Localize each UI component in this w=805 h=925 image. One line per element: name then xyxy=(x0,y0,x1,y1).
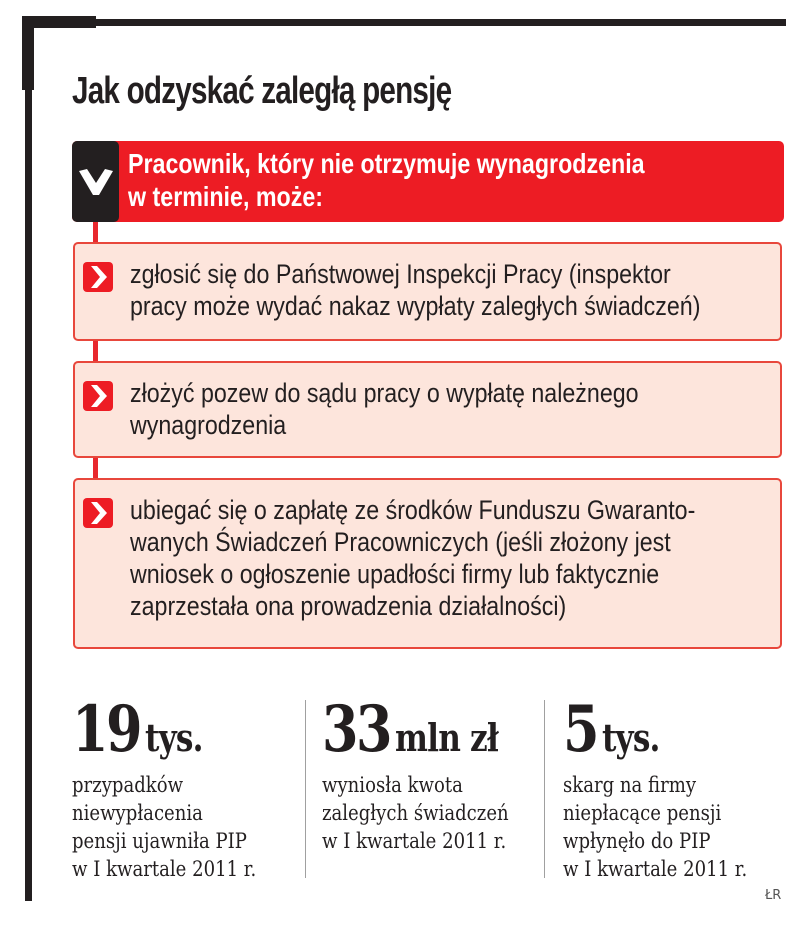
stat-block xyxy=(563,692,777,883)
stat-unit: mln zł xyxy=(395,715,499,760)
chevron-right-icon xyxy=(89,266,107,288)
banner-line: w terminie, może: xyxy=(128,181,323,212)
item-icon-box xyxy=(83,262,113,292)
item-line: wynagrodzenia xyxy=(130,410,287,440)
item-line: zaprzestała ona prowadzenia działalności) xyxy=(130,591,567,621)
stat-line: zaległych świadczeń xyxy=(322,801,509,825)
item-line: pracy może wydać nakaz wypłaty zaległych świadczeń) xyxy=(130,291,701,321)
frame-left-rule xyxy=(25,16,32,901)
author-credit: ŁR xyxy=(765,888,782,903)
item-line: złożyć pozew do sądu pracy o wypłatę należnego xyxy=(130,378,639,408)
stat-line: wpłynęło do PIP xyxy=(563,829,711,853)
stat-number: 5 xyxy=(563,692,598,767)
stat-line: wyniosła kwota xyxy=(322,773,463,797)
stat-description xyxy=(322,771,509,855)
item-line: zgłosić się do Państwowej Inspekcji Pracy (inspektor xyxy=(130,259,671,289)
item-line: wanych Świadczeń Pracowniczych (jeśli złożony jest xyxy=(130,527,671,557)
column-divider xyxy=(544,700,545,878)
stat-line: skarg na firmy xyxy=(563,773,697,797)
stat-block xyxy=(322,692,539,855)
chevron-down-icon xyxy=(79,169,113,195)
option-item xyxy=(73,478,782,649)
column-divider xyxy=(305,700,306,878)
stat-line: w I kwartale 2011 r. xyxy=(72,857,257,881)
page-title: Jak odzyskać zaległą pensję xyxy=(72,70,452,112)
stat-line: niewypłacenia xyxy=(72,801,203,825)
stat-unit: tys. xyxy=(601,715,660,760)
item-icon-box xyxy=(83,498,113,528)
stat-line: pensji ujawniła PIP xyxy=(72,829,247,853)
item-line: wniosek o ogłoszenie upadłości firmy lub faktycznie xyxy=(130,559,660,589)
stat-number: 33 xyxy=(322,692,391,767)
stat-line: niepłacące pensji xyxy=(563,801,722,825)
stat-line: w I kwartale 2011 r. xyxy=(563,857,748,881)
option-item xyxy=(73,361,782,458)
stat-description xyxy=(563,771,747,883)
item-text xyxy=(130,377,639,441)
item-icon-box xyxy=(83,381,113,411)
chevron-right-icon xyxy=(89,385,107,407)
stat-line: przypadków xyxy=(72,773,184,797)
item-text xyxy=(130,494,695,622)
banner-line: Pracownik, który nie otrzymuje wynagrodzenia xyxy=(128,148,645,179)
stat-description xyxy=(72,771,256,883)
stat-block xyxy=(72,692,286,883)
frame-top-rule xyxy=(22,19,786,26)
item-line: ubiegać się o zapłatę ze środków Funduszu Gwaranto- xyxy=(130,495,696,525)
stat-headline xyxy=(322,692,500,767)
banner-icon-box xyxy=(72,141,119,222)
stat-headline xyxy=(72,692,248,767)
stat-unit: tys. xyxy=(145,715,203,760)
stat-line: w I kwartale 2011 r. xyxy=(322,829,507,853)
banner-text xyxy=(128,147,645,213)
item-text xyxy=(130,258,700,322)
option-item xyxy=(73,242,782,341)
stat-headline xyxy=(563,692,739,767)
chevron-right-icon xyxy=(89,502,107,524)
stat-number: 19 xyxy=(72,692,141,767)
